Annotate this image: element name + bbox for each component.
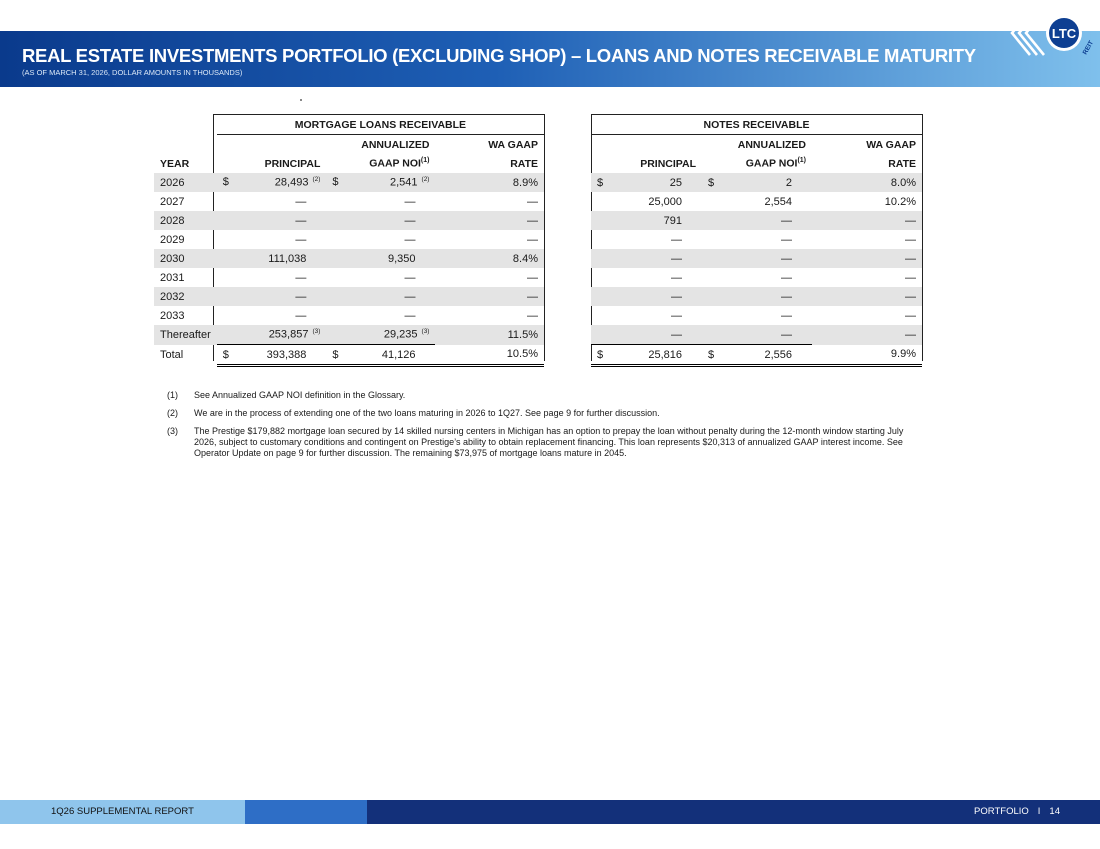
logo-sub-text: REIT bbox=[1081, 39, 1096, 56]
rate-cell: — bbox=[435, 211, 544, 230]
footer-bar bbox=[0, 800, 1100, 824]
noi-cell: — bbox=[404, 271, 416, 284]
footnote-number: (1) bbox=[167, 390, 178, 400]
header-banner bbox=[0, 31, 1100, 87]
noi-cell: — bbox=[702, 249, 812, 268]
rate-cell: — bbox=[435, 287, 544, 306]
report-name: 1Q26 SUPPLEMENTAL REPORT bbox=[51, 806, 194, 817]
notes-row bbox=[591, 211, 922, 230]
notes-row bbox=[591, 268, 922, 287]
mortgage-row bbox=[154, 325, 544, 345]
mortgage-group-title: MORTGAGE LOANS RECEIVABLE bbox=[217, 115, 544, 135]
dollar-sign: $ bbox=[332, 348, 339, 361]
total-principal-cell: $ 393,388 bbox=[217, 345, 327, 366]
rate-cell: — bbox=[527, 195, 538, 208]
dollar-sign: $ bbox=[222, 348, 229, 361]
rate-cell: 8.9% bbox=[435, 173, 544, 192]
noi-cell: — bbox=[404, 309, 416, 322]
notes-group-title: NOTES RECEIVABLE bbox=[591, 115, 922, 135]
rate-cell: — bbox=[905, 271, 916, 284]
mortgage-row bbox=[154, 287, 544, 306]
footer-section bbox=[974, 806, 1060, 817]
noi-cell: — bbox=[781, 309, 792, 322]
rate-cell: — bbox=[905, 233, 916, 246]
notes-rate-header-bottom: RATE bbox=[888, 157, 916, 170]
year-cell: 2028 bbox=[154, 211, 217, 230]
mortgage-row bbox=[154, 211, 544, 230]
mortgage-row bbox=[154, 230, 544, 249]
footnote-text: We are in the process of extending one of the two loans maturing in 2026 to 1Q27. See page 9 for further discussion. bbox=[194, 408, 660, 418]
total-rate-cell: 9.9% bbox=[812, 345, 922, 366]
principal-cell: — bbox=[217, 287, 327, 306]
rate-cell: — bbox=[527, 309, 538, 322]
notes-rate-header-top: WA GAAP bbox=[866, 138, 916, 151]
notes-row bbox=[591, 192, 922, 211]
page-subtitle: (AS OF MARCH 31, 2026, DOLLAR AMOUNTS IN THOUSANDS) bbox=[22, 68, 243, 77]
footnote-number: (2) bbox=[167, 408, 178, 418]
dollar-sign: $ bbox=[222, 176, 229, 189]
noi-cell: — bbox=[326, 211, 435, 230]
year-cell: 2030 bbox=[154, 249, 217, 268]
principal-cell: — bbox=[295, 195, 307, 208]
year-cell: Thereafter bbox=[154, 325, 217, 345]
total-rate-cell: 10.5% bbox=[435, 345, 544, 366]
dollar-sign: $ bbox=[597, 176, 604, 189]
mortgage-total-row bbox=[154, 345, 544, 366]
year-cell: 2031 bbox=[160, 271, 185, 284]
rate-cell: — bbox=[527, 271, 538, 284]
footnote-text: See Annualized GAAP NOI definition in the Glossary. bbox=[194, 390, 406, 400]
total-label: Total bbox=[160, 349, 184, 361]
principal-cell: — bbox=[295, 309, 307, 322]
notes-row bbox=[591, 173, 922, 192]
noi-cell: $ 2,541 $^{(2)}$ bbox=[326, 173, 435, 192]
notes-noi-header-top: ANNUALIZED bbox=[737, 138, 806, 151]
footer-separator: I bbox=[1037, 806, 1041, 817]
noi-cell: — bbox=[702, 325, 812, 345]
notes-row bbox=[591, 325, 922, 345]
footnote bbox=[167, 408, 907, 419]
mortgage-loans-table bbox=[154, 115, 544, 367]
mortgage-rate-header-bottom: RATE bbox=[510, 157, 538, 170]
principal-cell: — bbox=[591, 325, 702, 345]
rate-cell: — bbox=[812, 211, 922, 230]
noi-cell: — bbox=[404, 233, 416, 246]
rate-cell: — bbox=[812, 287, 922, 306]
notes-row bbox=[591, 306, 922, 325]
total-principal-cell: $ 25,816 bbox=[591, 345, 702, 366]
ltc-reit-logo bbox=[1000, 0, 1100, 62]
mortgage-principal-header: PRINCIPAL bbox=[264, 157, 321, 170]
mortgage-group-header bbox=[154, 115, 544, 135]
section-label: PORTFOLIO bbox=[974, 806, 1029, 817]
principal-cell: — bbox=[217, 211, 327, 230]
rate-cell: 8.0% bbox=[812, 173, 922, 192]
dollar-sign: $ bbox=[597, 348, 604, 361]
noi-cell: $ 2 bbox=[702, 173, 812, 192]
rate-cell: — bbox=[812, 325, 922, 345]
total-noi-cell: $ 41,126 bbox=[326, 345, 435, 366]
notes-row bbox=[591, 230, 922, 249]
principal-cell: 791 bbox=[591, 211, 702, 230]
principal-cell: 111,038 bbox=[217, 249, 327, 268]
mortgage-row bbox=[154, 268, 544, 287]
noi-cell: — bbox=[326, 287, 435, 306]
notes-receivable-table bbox=[591, 115, 922, 367]
year-cell: 2029 bbox=[160, 233, 185, 246]
rate-cell: — bbox=[905, 309, 916, 322]
footnotes bbox=[167, 390, 907, 466]
rate-cell: 8.4% bbox=[435, 249, 544, 268]
dollar-sign: $ bbox=[332, 176, 339, 189]
principal-cell: — bbox=[671, 271, 682, 284]
principal-cell: $ 28,493 $^{(2)}$ bbox=[217, 173, 327, 192]
year-cell: 2027 bbox=[160, 195, 185, 208]
notes-principal-header: PRINCIPAL bbox=[640, 157, 696, 170]
principal-cell: — bbox=[295, 233, 307, 246]
principal-cell: $ 25 bbox=[591, 173, 702, 192]
stray-dot bbox=[300, 99, 302, 101]
footnote-number: (3) bbox=[167, 426, 178, 436]
year-cell: 2026 bbox=[154, 173, 217, 192]
rate-cell: 10.2% bbox=[884, 195, 916, 208]
principal-cell: — bbox=[295, 271, 307, 284]
notes-row bbox=[591, 287, 922, 306]
rate-cell: — bbox=[527, 233, 538, 246]
mortgage-row bbox=[154, 173, 544, 192]
dollar-sign: $ bbox=[708, 176, 715, 189]
mortgage-row bbox=[154, 306, 544, 325]
year-cell: 2033 bbox=[160, 309, 185, 322]
mortgage-row bbox=[154, 192, 544, 211]
principal-cell: 253,857 $^{(3)}$ bbox=[217, 325, 327, 345]
noi-cell: — bbox=[781, 271, 792, 284]
rate-cell: — bbox=[812, 249, 922, 268]
footnote-text: The Prestige $179,882 mortgage loan secured by 14 skilled nursing centers in Michigan has an option to prepay the loan without penalty during the 12-month window starting July 2026, subject to customary conditions and contingent on Prestige’s ability to obtain replacement financing. This loan represents $20,313 of annualized GAAP interest income. See Operator Update on page 9 for further discussion. The remaining $73,975 of mortgage loans mature in 2045. bbox=[194, 426, 904, 458]
noi-cell: 29,235 $^{(3)}$ bbox=[326, 325, 435, 345]
noi-cell: — bbox=[404, 195, 416, 208]
footnote bbox=[167, 426, 907, 459]
noi-cell: 2,554 bbox=[764, 195, 792, 208]
principal-cell: 25,000 bbox=[648, 195, 682, 208]
mortgage-noi-header-top: ANNUALIZED bbox=[361, 138, 430, 151]
noi-cell: 9,350 bbox=[326, 249, 435, 268]
dollar-sign: $ bbox=[708, 348, 715, 361]
total-noi-cell: $ 2,556 bbox=[702, 345, 812, 366]
noi-cell: — bbox=[702, 287, 812, 306]
logo-text: LTC bbox=[1051, 26, 1077, 41]
principal-cell: — bbox=[671, 309, 682, 322]
notes-noi-header-bottom: GAAP NOI$^{(1)}$ bbox=[745, 157, 806, 170]
year-header: YEAR bbox=[160, 157, 190, 170]
page-number: 14 bbox=[1049, 806, 1060, 817]
principal-cell: — bbox=[671, 233, 682, 246]
notes-total-row bbox=[591, 345, 922, 366]
notes-row bbox=[591, 249, 922, 268]
principal-cell: — bbox=[591, 249, 702, 268]
noi-cell: — bbox=[702, 211, 812, 230]
page-title: REAL ESTATE INVESTMENTS PORTFOLIO (EXCLUDING SHOP) – LOANS AND NOTES RECEIVABLE MATURITY bbox=[22, 45, 976, 66]
mortgage-rate-header-top: WA GAAP bbox=[488, 138, 538, 151]
mortgage-row bbox=[154, 249, 544, 268]
footnote bbox=[167, 390, 907, 401]
year-cell: 2032 bbox=[154, 287, 217, 306]
principal-cell: — bbox=[591, 287, 702, 306]
mortgage-noi-header-bottom: GAAP NOI$^{(1)}$ bbox=[369, 157, 430, 170]
noi-cell: — bbox=[781, 233, 792, 246]
rate-cell: 11.5% bbox=[435, 325, 544, 345]
